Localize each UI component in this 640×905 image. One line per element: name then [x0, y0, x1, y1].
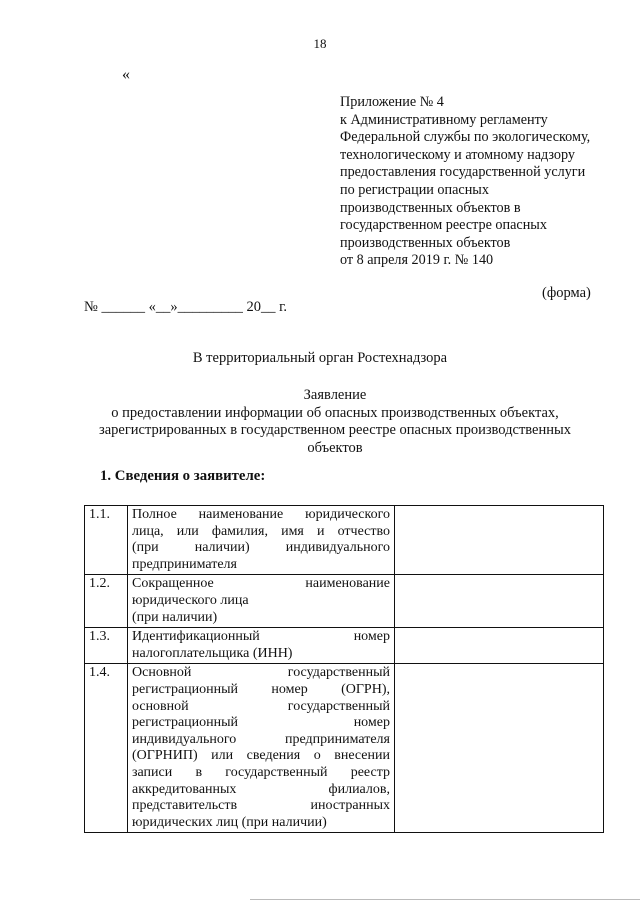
description-line: предпринимателя [132, 556, 237, 572]
appendix-line: от 8 апреля 2019 г. № 140 [340, 252, 494, 269]
value-cell[interactable] [395, 664, 604, 833]
appendix-line: к Административному регламенту [340, 111, 548, 128]
appendix-line: производственных объектов в [340, 199, 521, 216]
statement-line: зарегистрированных в государственном реестре опасных производственных [98, 422, 571, 438]
row-description [128, 628, 395, 664]
applicant-info-table [84, 505, 604, 833]
form-label: (форма) [542, 285, 591, 301]
appendix-line: государственном реестре опасных [340, 217, 547, 234]
scan-edge-line [250, 899, 640, 900]
description-line: (ОГРНИП) или сведения о внесении [132, 748, 390, 764]
appendix-header [340, 94, 625, 270]
page-number: 18 [313, 36, 327, 51]
description-line: Идентификационный номер [132, 629, 390, 645]
row-description [128, 575, 395, 628]
value-cell[interactable] [395, 506, 604, 575]
description-line: налогоплательщика (ИНН) [132, 645, 293, 661]
statement-title: Заявление [303, 387, 367, 403]
value-cell[interactable] [395, 628, 604, 664]
value-cell[interactable] [395, 575, 604, 628]
row-number: 1.1. [85, 506, 128, 575]
table-row [85, 506, 604, 575]
appendix-line: производственных объектов [340, 234, 511, 251]
description-line: (при наличии) индивидуального [132, 540, 390, 556]
section-title-applicant: 1. Сведения о заявителе: [100, 468, 266, 484]
description-line: регистрационный номер (ОГРН), [132, 681, 390, 697]
appendix-line: технологическому и атомному надзору [340, 146, 575, 163]
row-number: 1.4. [85, 664, 128, 833]
row-number: 1.3. [85, 628, 128, 664]
description-line: лица, или фамилия, имя и отчество [132, 523, 390, 539]
table-row [85, 664, 604, 833]
statement-line: о предоставлении информации об опасных производственных объектах, [111, 404, 559, 421]
description-line: (при наличии) [132, 609, 218, 625]
description-line: представительств иностранных [132, 798, 390, 814]
description-line: Основной государственный [132, 665, 390, 681]
description-line: регистрационный номер [132, 715, 390, 731]
statement-heading [70, 387, 600, 457]
appendix-line: Федеральной службы по экологическому, [340, 129, 591, 146]
recipient-line: В территориальный орган Ростехнадзора [192, 350, 448, 366]
description-line: записи в государственный реестр [132, 764, 390, 780]
row-description [128, 664, 395, 833]
description-line: юридических лиц (при наличии) [132, 814, 327, 830]
description-line: аккредитованных филиалов, [132, 781, 390, 797]
number-date-line: № ______ «__»_________ 20__ г. [84, 299, 288, 315]
description-line: индивидуального предпринимателя [132, 731, 390, 747]
table-row [85, 628, 604, 664]
description-line: Полное наименование юридического [132, 507, 390, 522]
appendix-line: Приложение № 4 [340, 94, 444, 110]
appendix-line: по регистрации опасных [340, 181, 489, 198]
row-description [128, 506, 395, 575]
description-line: Сокращенное наименование [132, 576, 390, 592]
description-line: основной государственный [132, 698, 390, 714]
description-line: юридического лица [132, 592, 249, 608]
table-row [85, 575, 604, 628]
opening-quote-mark: « [122, 66, 130, 83]
statement-line: объектов [307, 439, 363, 456]
appendix-line: предоставления государственной услуги [340, 164, 586, 181]
row-number: 1.2. [85, 575, 128, 628]
